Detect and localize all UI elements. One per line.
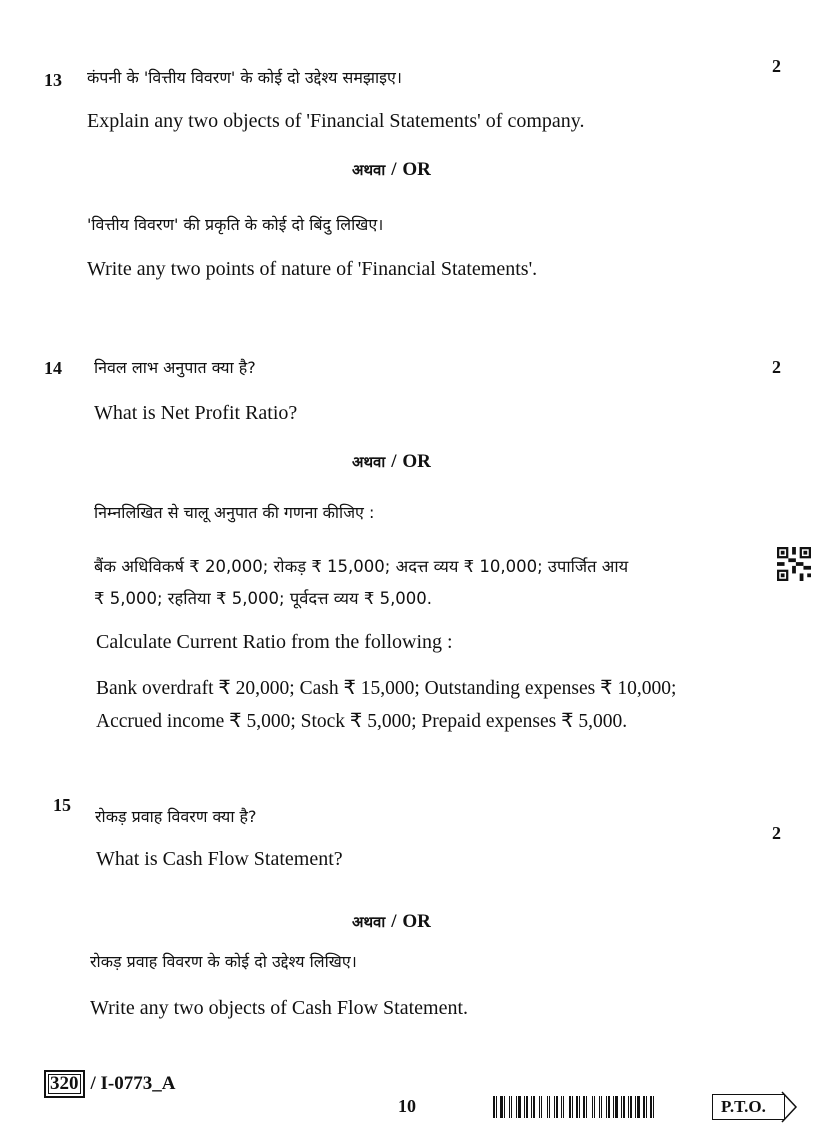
- barcode-bar: [561, 1096, 562, 1118]
- barcode-bar: [594, 1096, 595, 1118]
- barcode-bar: [588, 1096, 591, 1118]
- barcode-bar: [524, 1096, 525, 1118]
- qr-code-icon: [776, 547, 812, 581]
- question-14-alt-english-data-2: Accrued income ₹ 5,000; Stock ₹ 5,000; Prepaid expenses ₹ 5,000.: [96, 711, 628, 732]
- barcode-bar: [551, 1096, 553, 1118]
- barcode-bar: [583, 1096, 585, 1118]
- barcode-bar: [576, 1096, 578, 1118]
- barcode-bar: [641, 1096, 642, 1118]
- barcode-bar: [513, 1096, 515, 1118]
- barcode-bar: [511, 1096, 512, 1118]
- barcode-bar: [611, 1096, 612, 1118]
- question-14-marks: 2: [772, 357, 781, 377]
- question-13-hindi: कंपनी के 'वित्तीय विवरण' के कोई दो उद्देश्य समझाइए।: [87, 68, 402, 87]
- barcode-bar: [541, 1096, 542, 1118]
- barcode-bar: [606, 1096, 607, 1118]
- barcode-bar: [549, 1096, 550, 1118]
- question-14-alt-hindi-data-2: ₹ 5,000; रहतिया ₹ 5,000; पूर्वदत्त व्यय ₹ 5,000.: [94, 589, 433, 608]
- or-separator: /: [391, 159, 397, 180]
- page-number: 10: [398, 1096, 416, 1116]
- barcode-bar: [563, 1096, 564, 1118]
- question-13-marks: 2: [772, 56, 781, 76]
- or-english: OR: [402, 911, 431, 932]
- question-14-alt-hindi: निम्नलिखित से चालू अनुपात की गणना कीजिए :: [94, 503, 375, 522]
- barcode-bar: [533, 1096, 535, 1118]
- question-15-or-divider: [352, 911, 431, 933]
- barcode-bar: [601, 1096, 602, 1118]
- barcode-bar: [500, 1096, 503, 1118]
- barcode-bar: [646, 1096, 647, 1118]
- barcode-bar: [547, 1096, 548, 1118]
- question-14-alt-english: Calculate Current Ratio from the following :: [96, 631, 453, 653]
- or-english: OR: [402, 451, 431, 472]
- question-14-english: What is Net Profit Ratio?: [94, 402, 298, 424]
- question-14-alt-english-data-1: Bank overdraft ₹ 20,000; Cash ₹ 15,000; Outstanding expenses ₹ 10,000;: [96, 678, 677, 699]
- barcode-bar: [509, 1096, 510, 1118]
- barcode-bar: [556, 1096, 558, 1118]
- question-15-english: What is Cash Flow Statement?: [96, 848, 343, 870]
- barcode-bar: [581, 1096, 582, 1118]
- barcode-bar: [506, 1096, 508, 1118]
- barcode-bar: [633, 1096, 634, 1118]
- barcode-bar: [586, 1096, 587, 1118]
- barcode-bar: [650, 1096, 652, 1118]
- pto-label: P.T.O.: [721, 1097, 766, 1116]
- barcode-bar: [619, 1096, 620, 1118]
- or-hindi: अथवा: [352, 161, 386, 179]
- or-separator: /: [391, 451, 397, 472]
- barcode-bar: [599, 1096, 600, 1118]
- barcode-bar: [648, 1096, 649, 1118]
- question-13-number: 13: [44, 70, 62, 90]
- question-14-or-divider: [352, 451, 431, 473]
- barcode-bar: [613, 1096, 614, 1118]
- barcode-bar: [526, 1096, 528, 1118]
- barcode-bar: [518, 1096, 521, 1118]
- footer-paper-code: [44, 1070, 175, 1098]
- barcode-bar: [615, 1096, 618, 1118]
- barcode-bar: [572, 1096, 573, 1118]
- barcode-bar: [539, 1096, 540, 1118]
- barcode-bar: [565, 1096, 568, 1118]
- question-13-english: Explain any two objects of 'Financial Statements' of company.: [87, 110, 585, 132]
- barcode-bar: [621, 1096, 622, 1118]
- barcode-bar: [643, 1096, 645, 1118]
- barcode-icon: [493, 1096, 693, 1118]
- arrow-right-icon: [780, 1090, 798, 1124]
- barcode-bar: [623, 1096, 625, 1118]
- question-13-alt-english: Write any two points of nature of 'Financial Statements'.: [87, 258, 538, 280]
- or-hindi: अथवा: [352, 913, 386, 931]
- or-hindi: अथवा: [352, 453, 386, 471]
- question-14-number: 14: [44, 358, 62, 378]
- barcode-bar: [579, 1096, 580, 1118]
- barcode-bar: [496, 1096, 497, 1118]
- question-15-hindi: रोकड़ प्रवाह विवरण क्या है?: [95, 807, 257, 826]
- barcode-bar: [626, 1096, 627, 1118]
- barcode-bar: [529, 1096, 530, 1118]
- barcode-bar: [655, 1096, 656, 1118]
- barcode-bar: [628, 1096, 629, 1118]
- barcode-bar: [603, 1096, 605, 1118]
- barcode-bar: [630, 1096, 632, 1118]
- or-separator: /: [391, 911, 397, 932]
- question-15-number: 15: [53, 795, 71, 815]
- or-english: OR: [402, 159, 431, 180]
- subject-code-box: 320: [44, 1070, 85, 1098]
- barcode-bar: [608, 1096, 610, 1118]
- question-13-or-divider: [352, 159, 431, 181]
- barcode-bar: [536, 1096, 538, 1118]
- barcode-bar: [653, 1096, 654, 1118]
- question-15-alt-hindi: रोकड़ प्रवाह विवरण के कोई दो उद्देश्य लिखिए।: [90, 952, 357, 971]
- barcode-bar: [637, 1096, 640, 1118]
- barcode-bar: [531, 1096, 532, 1118]
- barcode-bar: [569, 1096, 571, 1118]
- barcode-bar: [498, 1096, 499, 1118]
- barcode-bar: [554, 1096, 555, 1118]
- barcode-bar: [516, 1096, 517, 1118]
- barcode-bar: [559, 1096, 560, 1118]
- barcode-bar: [504, 1096, 505, 1118]
- question-15-marks: 2: [772, 823, 781, 843]
- barcode-bar: [592, 1096, 593, 1118]
- paper-code: / I-0773_A: [90, 1073, 176, 1094]
- question-14-alt-hindi-data-1: बैंक अधिविकर्ष ₹ 20,000; रोकड़ ₹ 15,000; अदत्त व्यय ₹ 10,000; उपार्जित आय: [94, 557, 629, 576]
- barcode-bar: [574, 1096, 575, 1118]
- question-13-alt-hindi: 'वित्तीय विवरण' की प्रकृति के कोई दो बिंदु लिखिए।: [87, 215, 384, 234]
- question-14-hindi: निवल लाभ अनुपात क्या है?: [94, 358, 256, 377]
- barcode-bar: [522, 1096, 523, 1118]
- barcode-bar: [635, 1096, 636, 1118]
- barcode-bar: [493, 1096, 495, 1118]
- pto-box: [712, 1094, 785, 1120]
- barcode-bar: [596, 1096, 598, 1118]
- barcode-bar: [543, 1096, 546, 1118]
- question-15-alt-english: Write any two objects of Cash Flow Statement.: [90, 997, 469, 1019]
